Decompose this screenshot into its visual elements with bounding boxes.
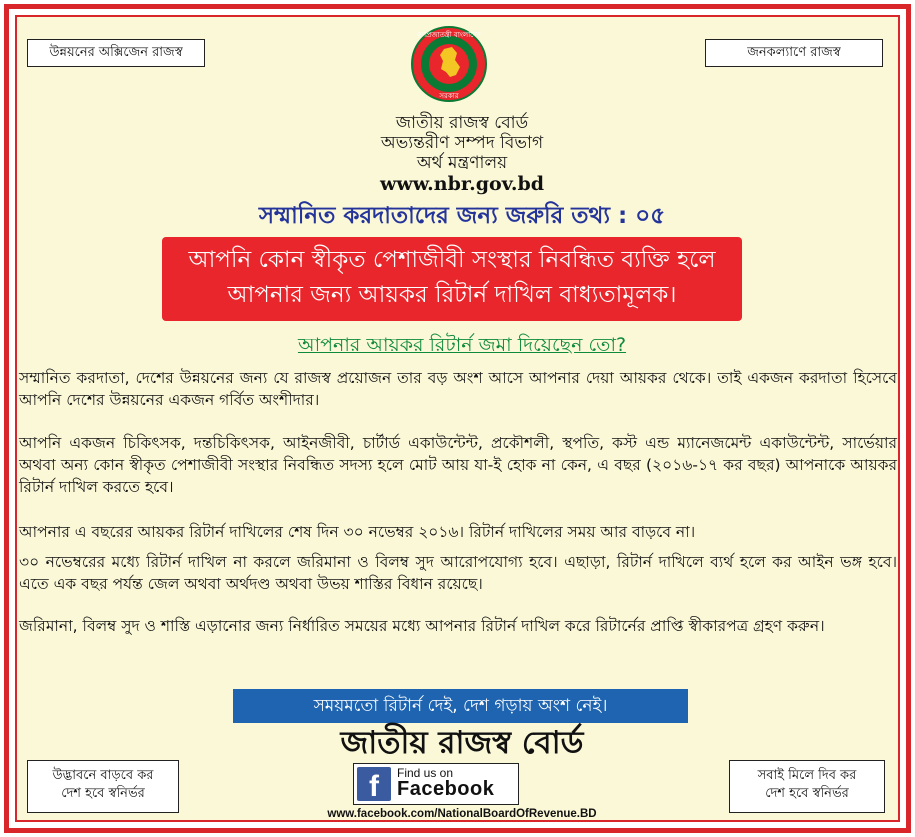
seal-ring-text: গণপ্রজাতন্ত্রী বাংলাদেশ <box>417 31 481 39</box>
slogan-bottom-right-line-1: সবাই মিলে দিব কর <box>757 768 857 783</box>
org-ministry: অর্থ মন্ত্রণালয় <box>416 153 508 173</box>
org-website[interactable]: www.nbr.gov.bd <box>379 173 545 195</box>
facebook-badge[interactable] <box>353 763 519 805</box>
paragraph-penalty: ৩০ নভেম্বরের মধ্যে রিটার্ন দাখিল না করলে জরিমানা ও বিলম্ব সুদ আরোপযোগ্য হবে। এছাড়া, রিটার্ন দাখিলে ব্যর্থ হলে কর আইন ভঙ্গ হবে। এতে এক বছর পর্যন্ত জেল অথবা অর্থদণ্ড অথবা উভয় শাস্তির বিধান রয়েছে। <box>19 553 897 593</box>
org-division: অভ্যন্তরীণ সম্পদ বিভাগ <box>380 133 544 153</box>
footer-org-name: জাতীয় রাজস্ব বোর্ড <box>340 725 584 761</box>
slogan-bottom-right-line-2: দেশ হবে স্বনির্ভর <box>765 786 849 801</box>
government-seal-icon <box>410 25 488 103</box>
facebook-url[interactable]: www.facebook.com/NationalBoardOfRevenue.BD <box>327 808 597 820</box>
return-question: আপনার আয়কর রিটার্ন জমা দিয়েছেন তো? <box>297 334 627 356</box>
seal-bottom-text: সরকার <box>439 92 459 100</box>
outer-frame <box>4 4 911 833</box>
org-header <box>217 113 707 195</box>
paragraph-acknowledgement: জরিমানা, বিলম্ব সুদ ও শাস্তি এড়ানোর জন্য নির্ধারিত সময়ের মধ্যে আপনার রিটার্ন দাখিল করে রিটার্নের প্রাপ্তি স্বীকারপত্র গ্রহণ করুন। <box>19 617 825 635</box>
important-info-title: সম্মানিত করদাতাদের জন্য জরুরি তথ্য : ০৫ <box>258 203 666 229</box>
paragraph-professionals: আপনি একজন চিকিৎসক, দন্তচিকিৎসক, আইনজীবী, চার্টার্ড একাউন্টেন্ট, প্রকৌশলী, স্থপতি, কস্ট এন্ড ম্যানেজমেন্ট একাউন্টেন্ট, সার্ভেয়ার অথবা অন্য কোন স্বীকৃত পেশাজীবী সংস্থার নিবন্ধিত সদস্য হলে মোট আয় যা-ই হোক না কেন, এ বছর (২০১৬-১৭ কর বছর) আপনাকে আয়কর রিটার্ন দাখিল করতে হবে। <box>19 434 897 496</box>
org-name: জাতীয় রাজস্ব বোর্ড <box>395 113 529 133</box>
slogan-bottom-right <box>729 760 885 813</box>
red-banner-line-2: আপনার জন্য আয়কর রিটার্ন দাখিল বাধ্যতামূলক। <box>227 282 677 308</box>
mandatory-return-banner <box>162 237 742 321</box>
slogan-top-right-text: জনকল্যাণে রাজস্ব <box>747 45 841 60</box>
slogan-bottom-left <box>27 760 179 813</box>
facebook-wordmark: Facebook <box>397 778 495 800</box>
slogan-top-right <box>705 39 883 67</box>
slogan-top-left <box>27 39 205 67</box>
red-banner-line-1: আপনি কোন স্বীকৃত পেশাজীবী সংস্থার নিবন্ধিত ব্যক্তি হলে <box>188 247 716 273</box>
slogan-banner: সময়মতো রিটার্ন দেই, দেশ গড়ায় অংশ নেই। <box>233 689 688 723</box>
ad-panel <box>15 15 900 822</box>
facebook-f-icon: f <box>357 767 391 801</box>
slogan-bottom-left-line-2: দেশ হবে স্বনির্ভর <box>61 786 145 801</box>
slogan-bottom-left-line-1: উদ্ভাবনে বাড়বে কর <box>52 768 154 783</box>
facebook-find-us: Find us on <box>397 766 454 780</box>
paragraph-taxpayer-role: সম্মানিত করদাতা, দেশের উন্নয়নের জন্য যে রাজস্ব প্রয়োজন তার বড় অংশ আসে আপনার দেয়া আয়কর থেকে। তাই একজন করদাতা হিসেবে আপনি দেশের উন্নয়নের একজন গর্বিত অংশীদার। <box>19 369 897 409</box>
paragraph-deadline: আপনার এ বছরের আয়কর রিটার্ন দাখিলের শেষ দিন ৩০ নভেম্বর ২০১৬। রিটার্ন দাখিলের সময় আর বাড়বে না। <box>19 523 696 541</box>
slogan-top-left-text: উন্নয়নের অক্সিজেন রাজস্ব <box>49 45 183 60</box>
